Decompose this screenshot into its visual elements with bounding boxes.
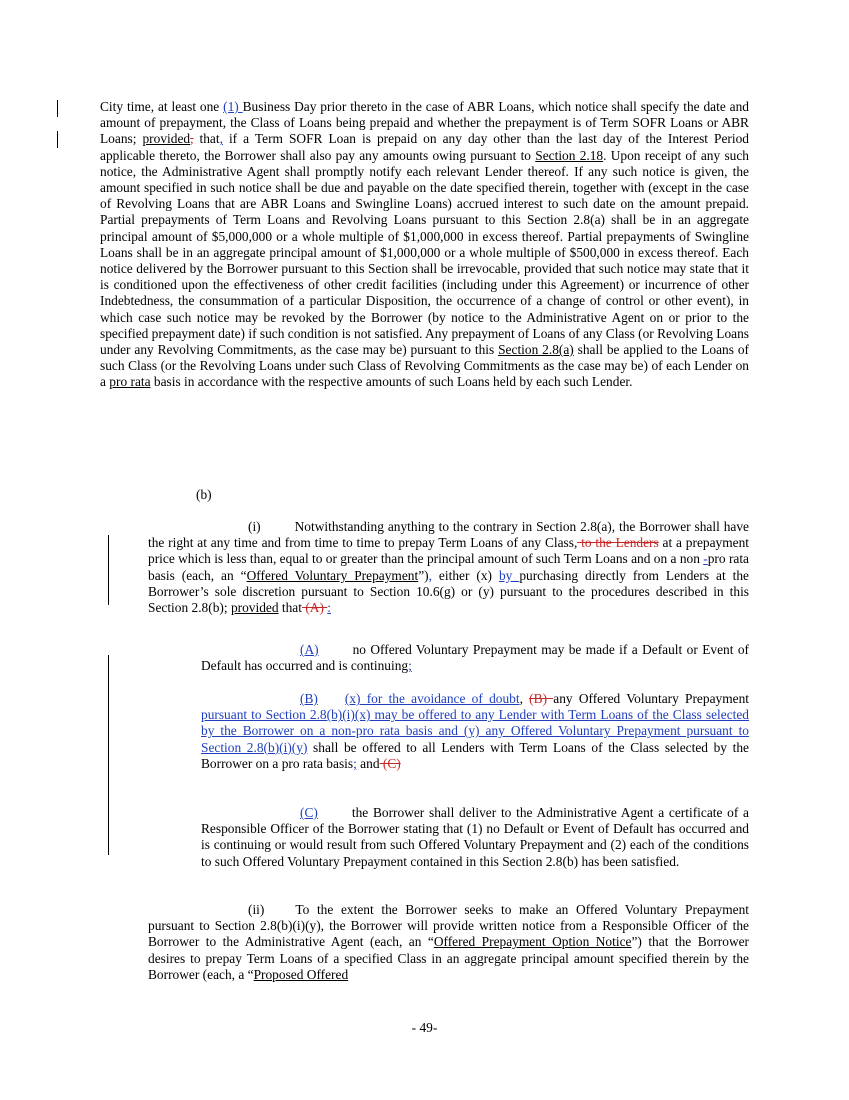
clause-a: (A) no Offered Voluntary Prepayment may be made if a Default or Event of Default has occurred and is continuing; (201, 642, 749, 674)
change-bar (57, 131, 58, 148)
clause-b: (B) (x) for the avoidance of doubt, (B) any Offered Voluntary Prepayment pursuant to Section 2.8(b)(i)(x) may be offered to any Lender with Term Loans of the Class selected by the Borrower on a non-pro rata basis and (y) any Offered Voluntary Prepayment pursuant to Section 2.8(b)(i)(y) shall be offered to all Lenders with Term Loans of the Class selected by the Borrower on a pro rata basis; and (C) (201, 691, 749, 771)
paragraph-b-ii: (ii) To the extent the Borrower seeks to make an Offered Voluntary Prepayment pursuant to Section 2.8(b)(i)(y), the Borrower will provide written notice from a Responsible Officer of the Borrower to the Administrative Agent (each, an “Offered Prepayment Option Notice”) that the Borrower desires to prepay Term Loans of a specified Class in an aggregate principal amount specified therein by the Borrower (each, a “Proposed Offered (148, 902, 750, 982)
paragraph-a: City time, at least one (1) Business Day prior thereto in the case of ABR Loans, which notice shall specify the date and amount of prepayment, the Class of Loans being prepaid and whether the prepayment is of Term SOFR Loans or ABR Loans; provided, that, if a Term SOFR Loan is prepaid on any day other than the last day of the Interest Period applicable thereto, the Borrower shall also pay any amounts owing pursuant to Section 2.18. Upon receipt of any such notice, the Administrative Agent shall promptly notify each relevant Lender thereof. If any such notice is given, the amount specified in such notice shall be due and payable on the date specified therein, together with (except in the case of Revolving Loans that are ABR Loans and Swingline Loans) accrued interest to such date on the amount prepaid. Partial prepayments of Term Loans and Revolving Loans pursuant to this Section 2.8(a) shall be in an aggregate principal amount of $5,000,000 or a whole multiple of $1,000,000 in excess thereof. Partial prepayments of Swingline Loans shall be in an aggregate principal amount of $1,000,000 or a whole multiple of $500,000 in excess thereof. Each notice delivered by the Borrower pursuant to this Section shall be irrevocable, provided that such notice may state that it is conditioned upon the effectiveness of other credit facilities (including under this Agreement) or incurrence of other Indebtedness, the consummation of a particular Disposition, the occurrence of a change of control or other event), in which case such notice may be revoked by the Borrower (by notice to the Administrative Agent on or prior to the specified prepayment date) if such condition is not satisfied. Any prepayment of Loans of any Class (or Revolving Loans under any Revolving Commitments, as the case may be) pursuant to this Section 2.8(a) shall be applied to the Loans of such Class (or the Revolving Loans under such Class of Revolving Commitments as the case may be) of each Lender on a pro rata basis in accordance with the respective amounts of such Loans held by each such Lender. (100, 99, 749, 390)
clause-c: (C) the Borrower shall deliver to the Administrative Agent a certificate of a Responsible Officer of the Borrower stating that (1) no Default or Event of Default has occurred and is continuing or would result from such Offered Voluntary Prepayment and (2) each of the conditions to such Offered Voluntary Prepayment contained in this Section 2.8(b) has been satisfied. (201, 805, 749, 869)
page-number: - 49- (411, 1020, 438, 1035)
change-bar (108, 535, 109, 605)
section-b-label: (b) (196, 487, 212, 502)
paragraph-b-i: (i) Notwithstanding anything to the contrary in Section 2.8(a), the Borrower shall have the right at any time and from time to time to prepay Term Loans of any Class, to the Lenders at a prepayment price which is less than, equal to or greater than the principal amount of such Term Loans and on a non -pro rata basis (each, an “Offered Voluntary Prepayment”), either (x) by purchasing directly from Lenders at the Borrower’s sole discretion pursuant to Section 10.6(g) or (y) pursuant to the procedures described in this Section 2.8(b); provided that (A) : (148, 519, 750, 616)
change-bar (108, 655, 109, 855)
change-bar (57, 100, 58, 117)
